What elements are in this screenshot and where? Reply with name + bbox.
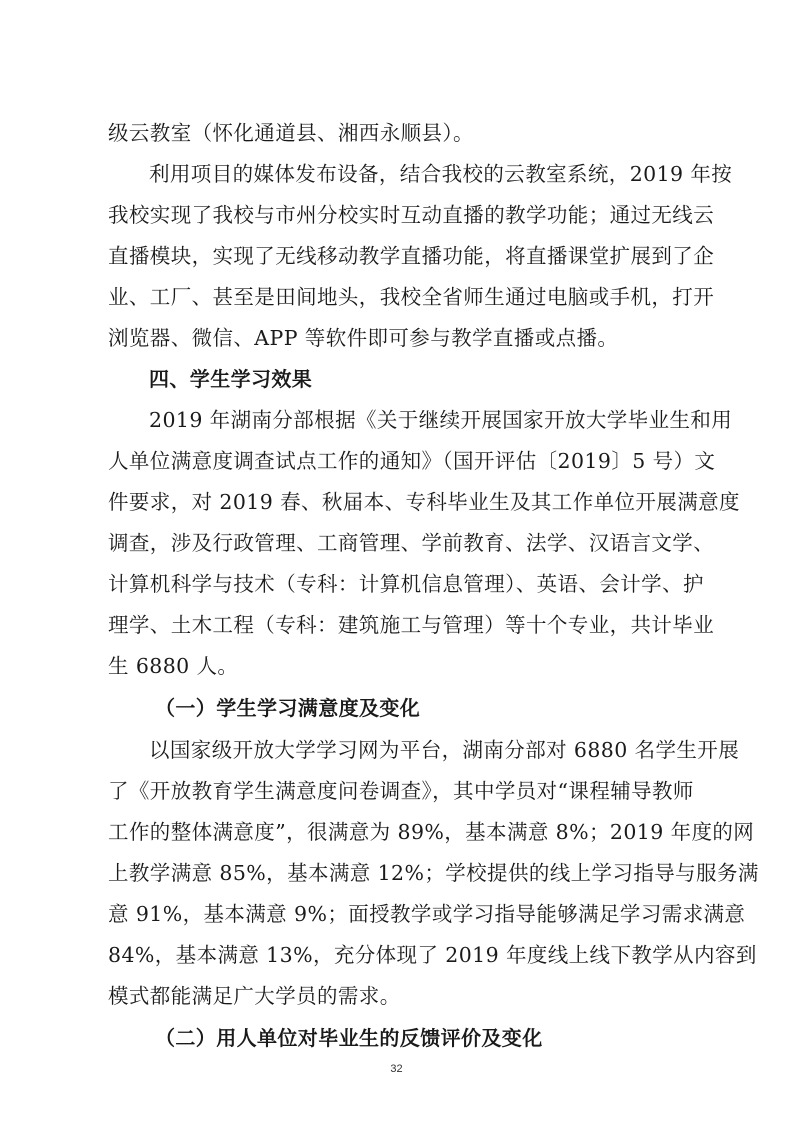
paragraph-line: 件要求，对 2019 春、秋届本、专科毕业生及其工作单位开展满意度: [108, 490, 740, 514]
paragraph-line: 直播模块，实现了无线移动教学直播功能，将直播课堂扩展到了企: [108, 244, 715, 268]
paragraph-line: 2019 年湖南分部根据《关于继续开展国家开放大学毕业生和用: [149, 408, 733, 432]
paragraph-line: 上教学满意 85%，基本满意 12%；学校提供的线上学习指导与服务满: [108, 861, 759, 885]
paragraph-line: 人单位满意度调查试点工作的通知》（国开评估〔2019〕5 号）文: [108, 449, 716, 473]
paragraph-line: 调查，涉及行政管理、工商管理、学前教育、法学、汉语言文学、: [108, 531, 715, 555]
paragraph-line: 理学、土木工程（专科：建筑施工与管理）等十个专业，共计毕业: [108, 613, 715, 637]
paragraph-line: 84%，基本满意 13%，充分体现了 2019 年度线上线下教学从内容到: [108, 943, 757, 967]
paragraph-line: 意 91%，基本满意 9%；面授教学或学习指导能够满足学习需求满意: [108, 902, 746, 926]
paragraph-line: 工作的整体满意度”，很满意为 89%，基本满意 8%；2019 年度的网: [108, 820, 755, 844]
paragraph-line: 了《开放教育学生满意度问卷调查》，其中学员对“课程辅导教师: [108, 779, 694, 803]
paragraph-line: 浏览器、微信、APP 等软件即可参与教学直播或点播。: [108, 326, 619, 350]
section-heading: 四、学生学习效果: [149, 367, 313, 391]
paragraph-line: 级云教室（怀化通道县、湘西永顺县）。: [108, 121, 474, 145]
paragraph-line: 利用项目的媒体发布设备，结合我校的云教室系统，2019 年按: [149, 162, 733, 186]
paragraph-line: 生 6880 人。: [108, 654, 239, 678]
paragraph-line: 模式都能满足广大学员的需求。: [108, 984, 401, 1008]
subsection-heading: （二）用人单位对毕业生的反馈评价及变化: [155, 1026, 543, 1050]
paragraph-line: 以国家级开放大学学习网为平台，湖南分部对 6880 名学生开展: [149, 738, 740, 762]
paragraph-line: 计算机科学与技术（专科：计算机信息管理）、英语、会计学、护: [108, 572, 704, 596]
paragraph-line: 我校实现了我校与市州分校实时互动直播的教学功能；通过无线云: [108, 203, 715, 227]
subsection-heading: （一）学生学习满意度及变化: [155, 696, 421, 720]
paragraph-line: 业、工厂、甚至是田间地头，我校全省师生通过电脑或手机，打开: [108, 285, 715, 309]
page-number: 32: [390, 1063, 403, 1075]
